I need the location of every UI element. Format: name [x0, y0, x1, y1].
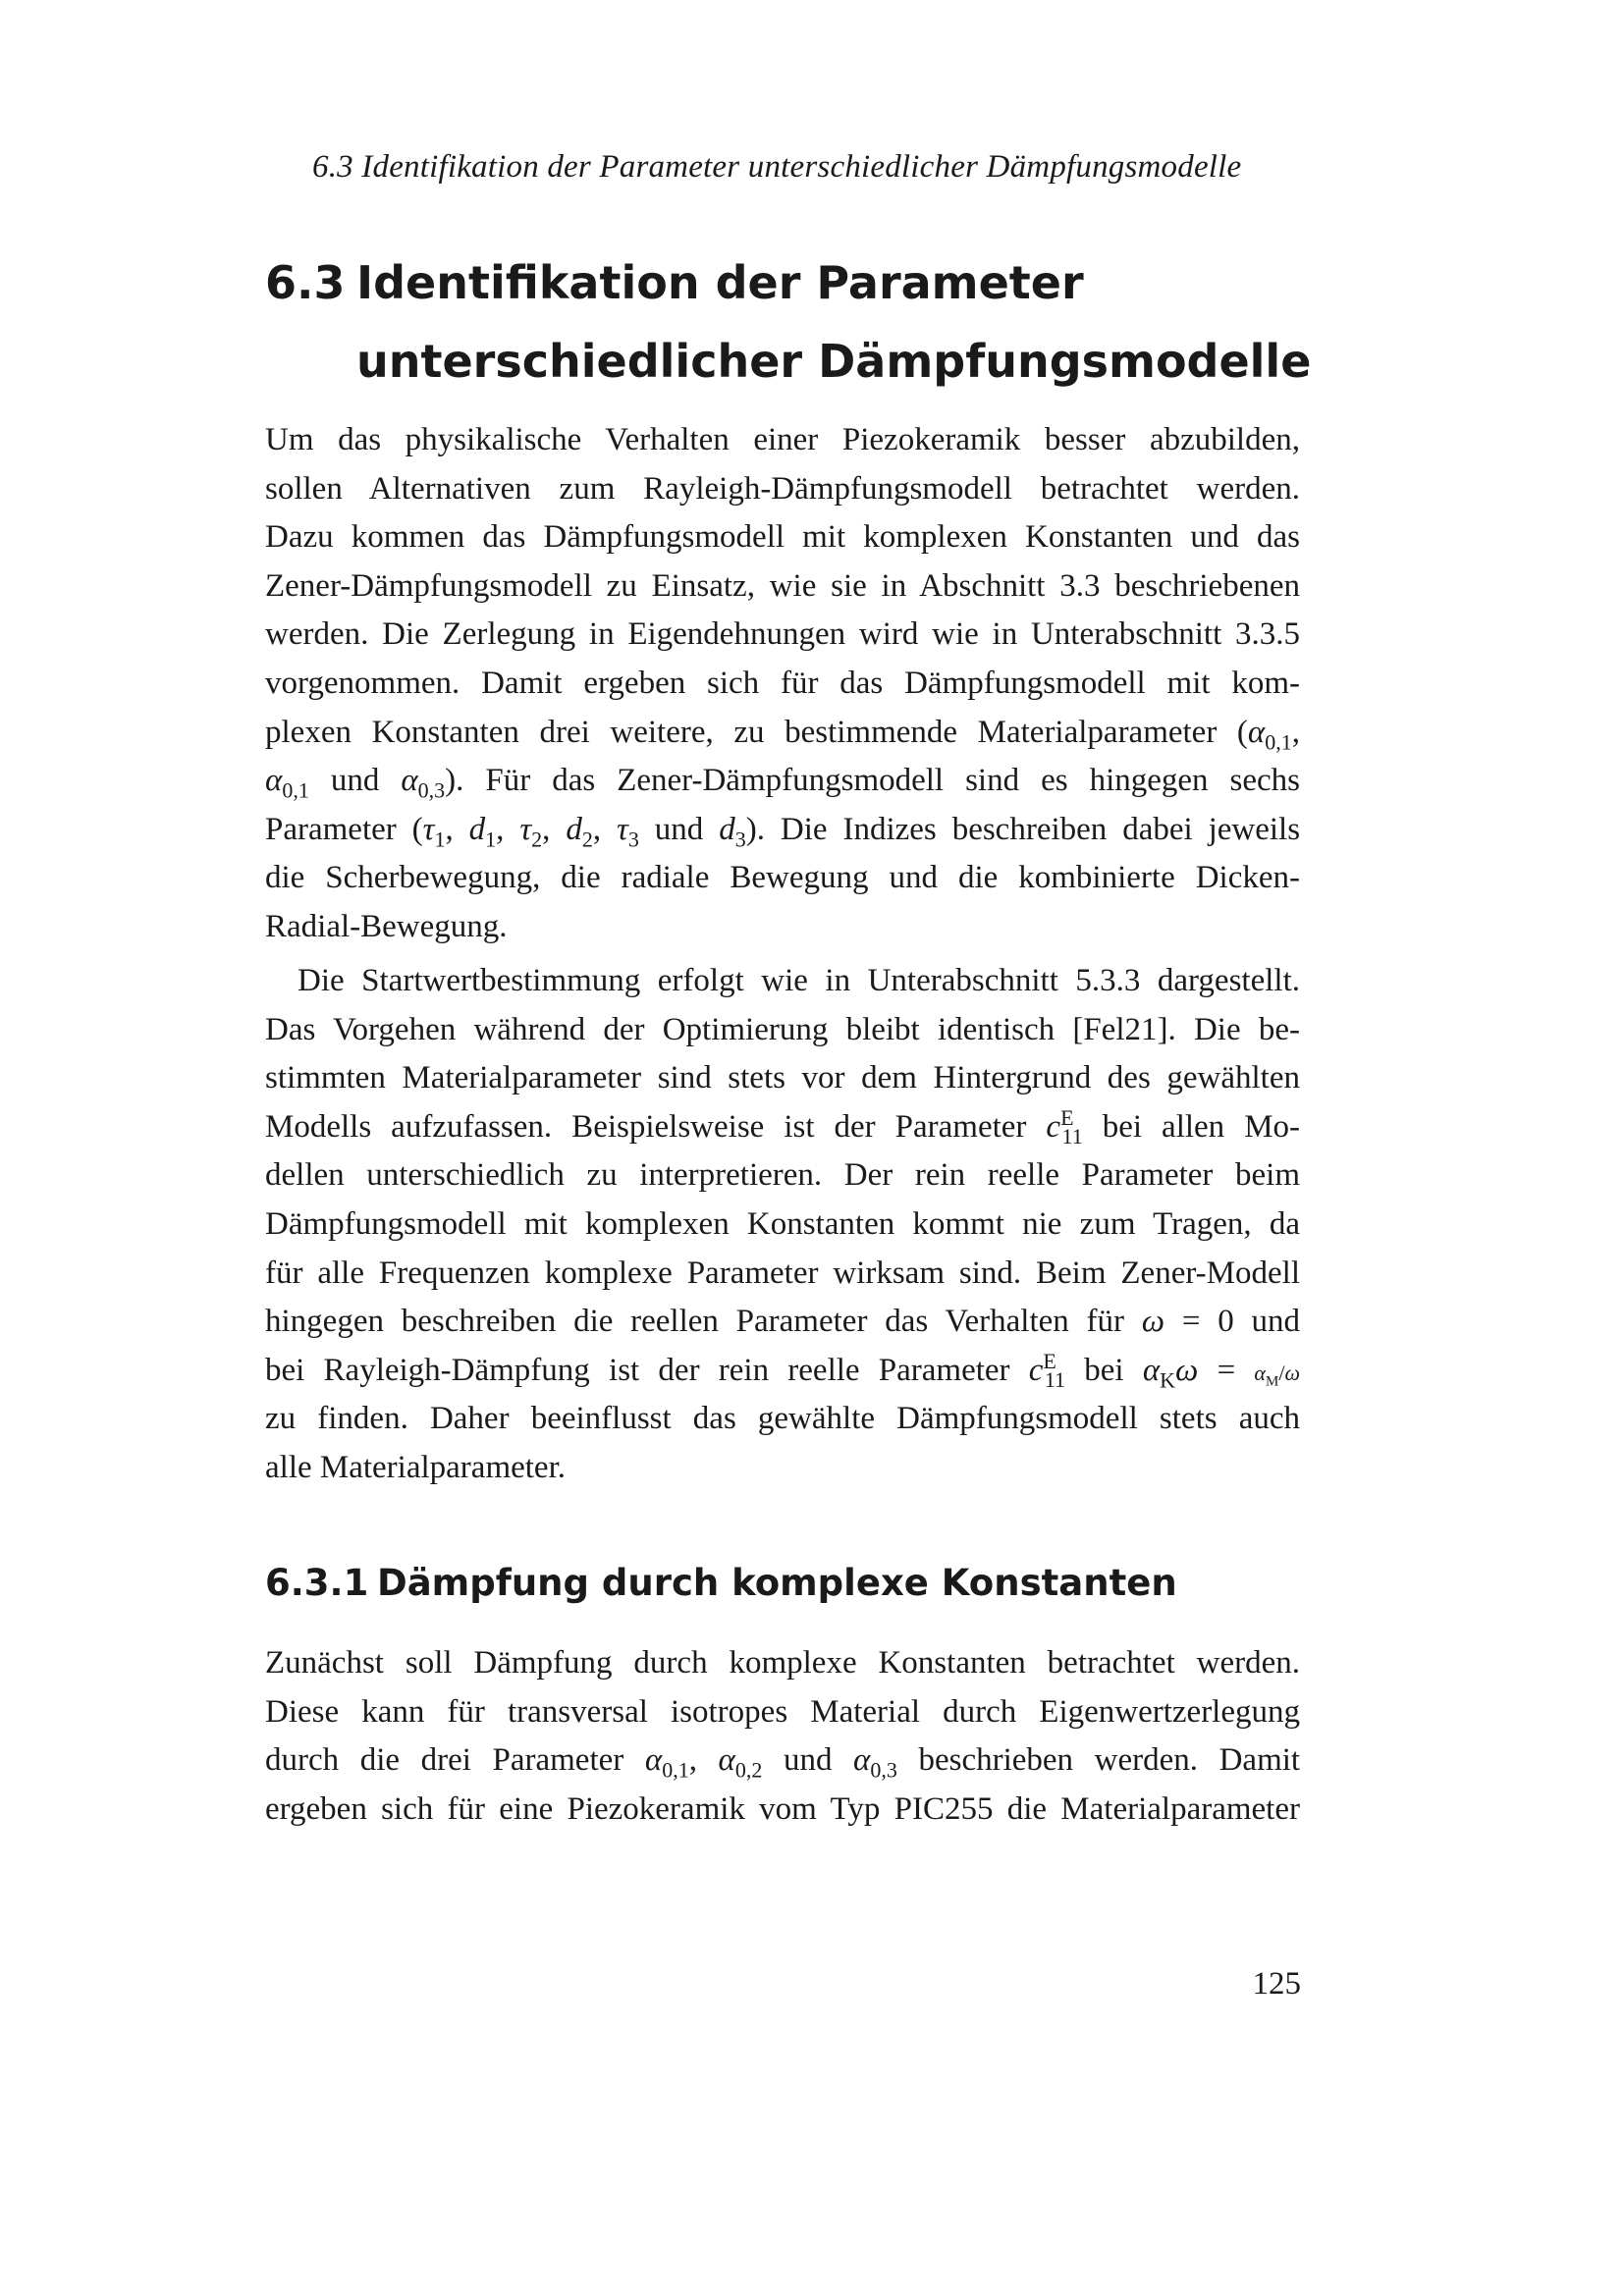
text-fragment: und — [1251, 1304, 1301, 1340]
text-line: alle Materialparameter. — [265, 1449, 566, 1485]
text-fragment: hingegen beschreiben die reellen Parameter das Verhalten für — [265, 1304, 1125, 1340]
text-line: hingegen beschreiben die reellen Parameter das Verhalten für ω = 0 und — [265, 1304, 1301, 1340]
page-number: 125 — [1252, 1966, 1301, 2002]
text-fragment: und — [783, 1742, 833, 1779]
section-title — [356, 243, 1312, 400]
text-line: für alle Frequenzen komplexe Parameter wirksam sind. Beim Zener-Modell — [265, 1255, 1300, 1291]
text-fragment: beschrieben werden. Damit — [918, 1742, 1301, 1779]
subsection-number: 6.3.1 — [265, 1562, 369, 1604]
text-line: plexen Konstanten drei weitere, zu bestimmende Materialparameter ($\alpha_{0,1}$, — [265, 714, 1300, 755]
text-line: werden. Die Zerlegung in Eigendehnungen wird wie in Unterabschnitt 3.3.5 — [265, 616, 1300, 653]
text-fragment: ). Die Indizes beschreiben dabei jeweils — [745, 811, 1301, 847]
text-fragment: Modells aufzufassen. Beispielsweise ist der Parameter — [265, 1108, 1027, 1145]
text-line: Zener-Dämpfungsmodell zu Einsatz, wie sie in Abschnitt 3.3 beschriebenen — [265, 567, 1300, 604]
text-fragment: durch die drei Parameter — [265, 1742, 624, 1779]
text-line: Das Vorgehen während der Optimierung bleibt identisch [Fel21]. Die be- — [265, 1011, 1300, 1047]
section-title-line-1: Identifikation der Parameter — [356, 256, 1084, 309]
text-fragment: ). Für das Zener-Dämpfungsmodell sind es hingegen sechs — [445, 763, 1301, 799]
text-line: Dämpfungsmodell mit komplexen Konstanten kommt nie zum Tragen, da — [265, 1205, 1300, 1242]
text-fragment: und — [654, 811, 704, 847]
text-line: sollen Alternativen zum Rayleigh-Dämpfungsmodell betrachtet werden. — [265, 470, 1300, 507]
text-line: Dazu kommen das Dämpfungsmodell mit komplexen Konstanten und das — [265, 519, 1300, 556]
text-line: dellen unterschiedlich zu interpretieren. Der rein reelle Parameter beim — [265, 1157, 1300, 1194]
text-fragment: bei — [1084, 1352, 1124, 1388]
text-fragment: und — [330, 763, 380, 799]
text-line: durch die drei Parameter $\alpha_{0,1}$, $\alpha_{0,2}$ und $\alpha_{0,3}$ beschrieben werden. Damit — [265, 1742, 1301, 1783]
running-head: 6.3 Identifikation der Parameter unterschiedlicher Dämpfungsmodelle — [312, 149, 1242, 185]
paragraph-3 — [265, 1639, 1300, 1834]
text-fragment: bei allen Mo- — [1102, 1108, 1301, 1145]
paragraph-2 — [265, 957, 1300, 1493]
text-line: Modells aufzufassen. Beispielsweise ist der Parameter $c^E_{11}$ bei allen Mo- — [265, 1104, 1301, 1149]
text-line: $\alpha_{0,1}$ und $\alpha_{0,3}$). Für das Zener-Dämpfungsmodell sind es hingegen sechs — [265, 763, 1301, 803]
text-line: Parameter ($\tau_1$, $d_1$, $\tau_2$, $d_2$, $\tau_3$ und $d_3$). Die Indizes beschreiben dabei jeweils — [265, 811, 1301, 852]
section-number: 6.3 — [265, 256, 346, 309]
text-line: die Scherbewegung, die radiale Bewegung und die kombinierte Dicken- — [265, 860, 1300, 896]
text-line: stimmten Materialparameter sind stets vor dem Hintergrund des gewählten — [265, 1060, 1300, 1096]
text-line: Um das physikalische Verhalten einer Piezokeramik besser abzubilden, — [265, 422, 1300, 457]
section-title-line-2: unterschiedlicher Dämpfungsmodelle — [356, 335, 1312, 388]
text-line: Die Startwertbestimmung erfolgt wie in Unterabschnitt 5.3.3 dargestellt. — [298, 963, 1300, 998]
paragraph-1 — [265, 416, 1300, 952]
text-line: Radial-Bewegung. — [265, 908, 508, 944]
text-line: zu finden. Daher beeinflusst das gewählte Dämpfungsmodell stets auch — [265, 1401, 1300, 1437]
text-fragment: bei Rayleigh-Dämpfung ist der rein reelle Parameter — [265, 1352, 1010, 1388]
text-line: vorgenommen. Damit ergeben sich für das Dämpfungsmodell mit kom- — [265, 665, 1300, 701]
text-fragment: Parameter ( — [265, 811, 423, 847]
text-line: Diese kann für transversal isotropes Material durch Eigenwertzerlegung — [265, 1693, 1300, 1730]
text-fragment: plexen Konstanten drei weitere, zu bestimmende Materialparameter ( — [265, 714, 1248, 750]
text-line: Zunächst soll Dämpfung durch komplexe Konstanten betrachtet werden. — [265, 1645, 1300, 1681]
text-line: bei Rayleigh-Dämpfung ist der rein reelle Parameter $c^E_{11}$ bei $\alpha_K\omega = \alpha_M/\omega$ — [265, 1348, 1300, 1393]
subsection-heading — [265, 1559, 1306, 1608]
subsection-title: Dämpfung durch komplexe Konstanten — [377, 1562, 1177, 1604]
text-line: ergeben sich für eine Piezokeramik vom Typ PIC255 die Materialparameter — [265, 1790, 1300, 1827]
